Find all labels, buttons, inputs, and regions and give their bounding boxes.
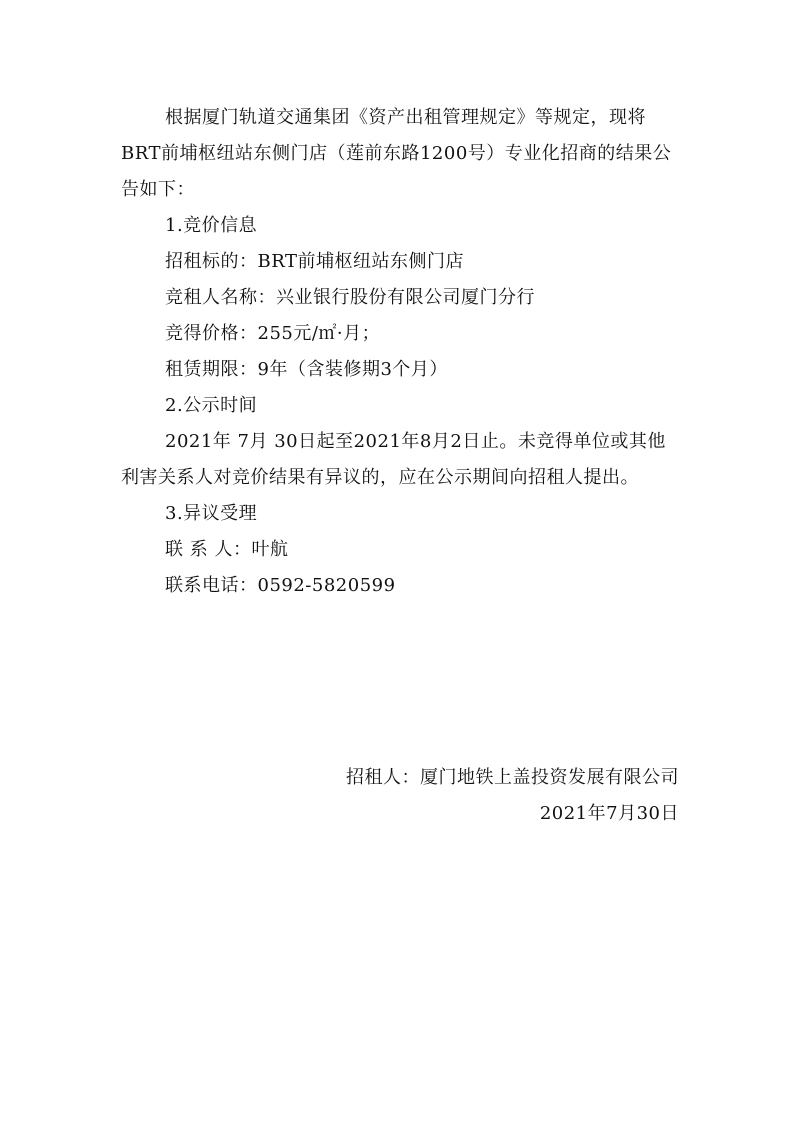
publicity-period-paragraph: 2021年 7月 30日起至2021年8月2日止。未竞得单位或其他利害关系人对竞价结果有异议的，应在公示期间向招租人提出。 xyxy=(121,431,666,488)
section-heading-publicity-period: 2.公示时间 xyxy=(165,395,258,416)
bidder-name: 竞租人名称：兴业银行股份有限公司厦门分行 xyxy=(165,287,535,308)
lease-term: 租赁期限：9年（含装修期3个月） xyxy=(165,359,448,380)
section-heading-bidding-info: 1.竞价信息 xyxy=(165,215,258,236)
winning-price: 竞得价格：255元/㎡·月； xyxy=(165,323,381,344)
contact-person: 联 系 人：叶航 xyxy=(165,539,289,560)
contact-phone: 联系电话：0592-5820599 xyxy=(165,575,396,596)
announcement-date: 2021年7月30日 xyxy=(539,803,679,824)
signature-block xyxy=(346,760,679,832)
bid-target: 招租标的：BRT前埔枢纽站东侧门店 xyxy=(165,251,464,272)
intro-paragraph: 根据厦门轨道交通集团《资产出租管理规定》等规定，现将BRT前埔枢纽站东侧门店（莲前东路1200号）专业化招商的结果公告如下： xyxy=(121,107,672,200)
section-heading-objection-handling: 3.异议受理 xyxy=(165,503,258,524)
lessor-organization: 招租人：厦门地铁上盖投资发展有限公司 xyxy=(346,767,679,788)
document-body xyxy=(121,100,681,604)
